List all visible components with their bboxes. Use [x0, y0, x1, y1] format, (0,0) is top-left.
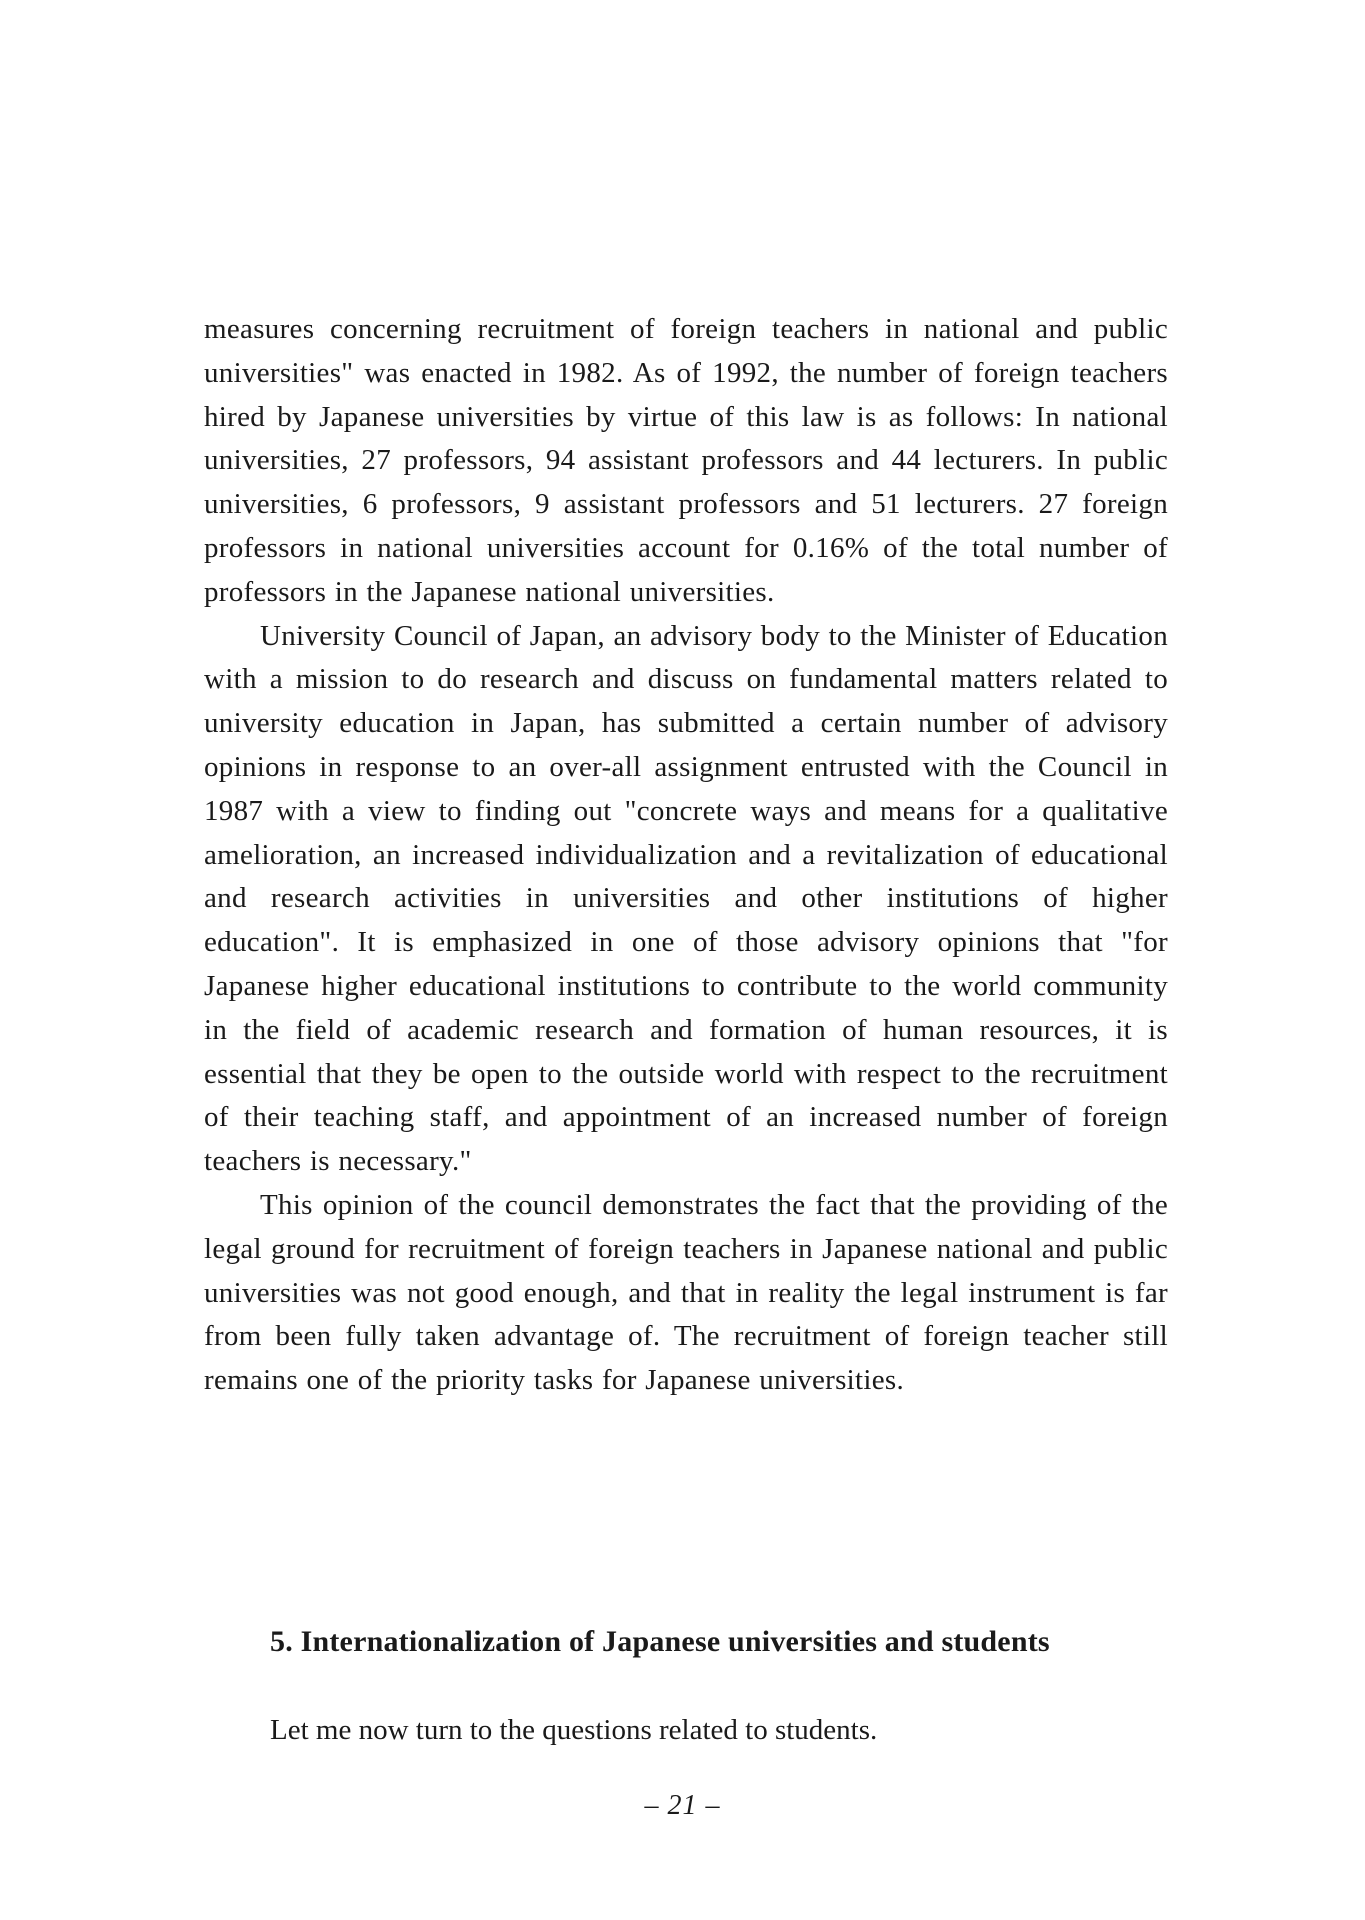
section-intro: Let me now turn to the questions related to students.: [270, 1714, 878, 1746]
page-number: – 21 –: [644, 1790, 721, 1821]
paragraph-council-opinion: This opinion of the council demonstrates the fact that the providing of the legal ground for recruitment of foreign teachers in Japanese national and public universities was not good enough, and that in reality the legal instrument is far from been fully taken advantage of. The recruitment of foreign teacher still remains one of the priority tasks for Japanese universities.: [204, 1188, 1168, 1397]
paragraph-continued: measures concerning recruitment of foreign teachers in national and public universities" was enacted in 1982. As of 1992, the number of foreign teachers hired by Japanese universities by virtue of this law is as follows: In national universities, 27 professors, 94 assistant professors and 44 lecturers. In public universities, 6 professors, 9 assistant professors and 51 lecturers. 27 foreign professors in national universities account for 0.16% of the total number of professors in the Japanese national universities.: [204, 313, 1168, 608]
section-heading: 5. Internationalization of Japanese universities and students: [270, 1625, 1050, 1658]
paragraph-university-council: University Council of Japan, an advisory body to the Minister of Education with a mission to do research and discuss on fundamental matters related to university education in Japan, has submitted a certain number of advisory opinions in response to an over-all assignment entrusted with the Council in 1987 with a view to finding out "concrete ways and means for a qualitative amelioration, an increased individualization and a revitalization of educational and research activities in universities and other institutions of higher education". It is emphasized in one of those advisory opinions that "for Japanese higher educational institutions to contribute to the world community in the field of academic research and formation of human resources, it is essential that they be open to the outside world with respect to the recruitment of their teaching staff, and appointment of an increased number of foreign teachers is necessary.": [204, 619, 1168, 1178]
body-text: [204, 308, 1168, 1403]
